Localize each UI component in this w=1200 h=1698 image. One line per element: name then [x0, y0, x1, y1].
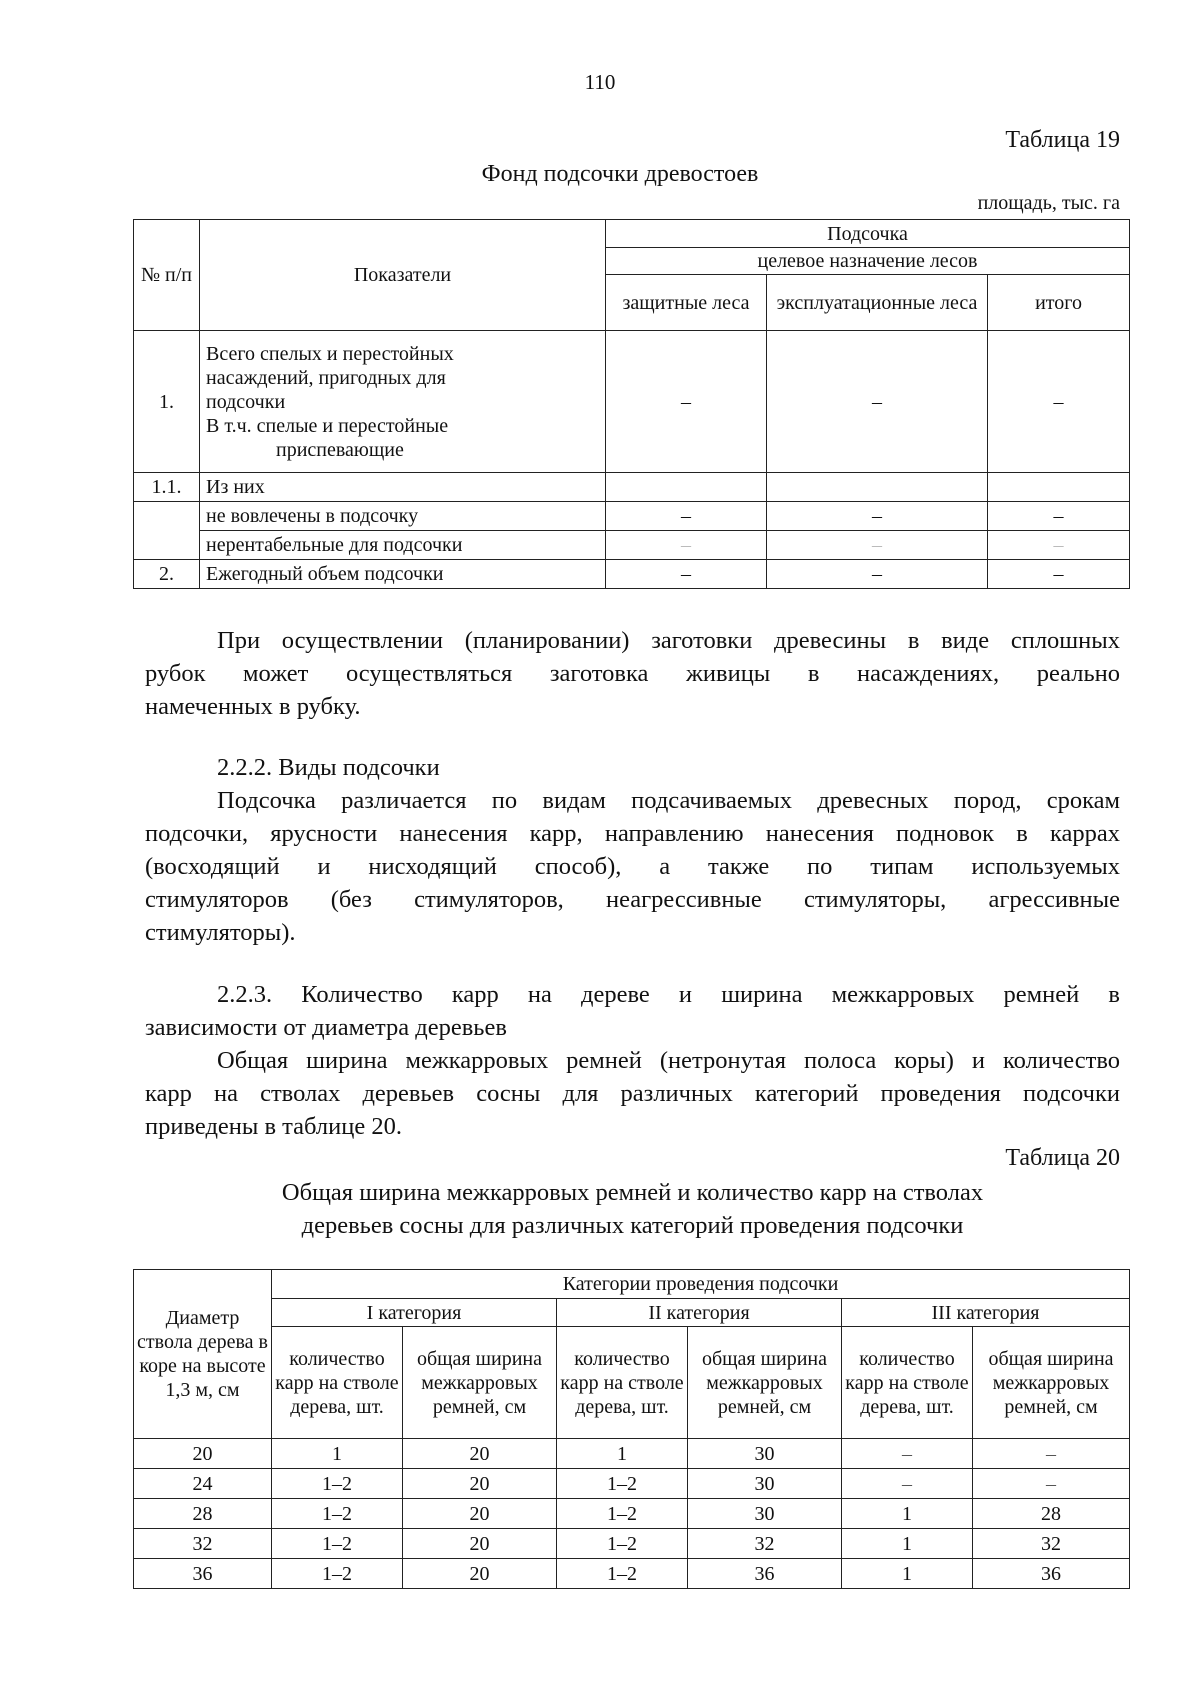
cell-total: – — [988, 331, 1130, 473]
row-text: нерентабельные для подсочки — [200, 531, 606, 560]
cell-exploitation: – — [767, 560, 988, 589]
table-row — [134, 331, 1130, 473]
cell-value: 1–2 — [557, 1559, 688, 1589]
paragraph-1 — [145, 624, 1120, 723]
paragraph-line: подсочки, ярусности нанесения карр, направлению нанесения подновок в каррах — [145, 820, 1120, 847]
row-text-line: приспевающие — [276, 438, 404, 461]
row-text: Из них — [200, 473, 606, 502]
table-19-title: Фонд подсочки древостоев — [481, 161, 759, 187]
section-2-2-3 — [145, 978, 1120, 1143]
cell-protective: – — [606, 531, 767, 560]
cell-value: 1–2 — [557, 1529, 688, 1559]
cell-value: 32 — [688, 1529, 842, 1559]
header-count: количество карр на стволе дерева, шт. — [272, 1327, 403, 1439]
table-19-caption: Таблица 19 — [1005, 127, 1120, 153]
row-num-empty — [134, 502, 200, 560]
cell-diameter: 36 — [134, 1559, 272, 1589]
table-20-title-line: Общая ширина межкарровых ремней и количество карр на стволах — [281, 1179, 984, 1206]
table-row — [134, 1439, 1130, 1469]
cell-value: 1–2 — [557, 1469, 688, 1499]
cell-diameter: 28 — [134, 1499, 272, 1529]
paragraph-line: (восходящий и нисходящий способ), а также по типам используемых — [145, 853, 1120, 880]
header-diameter: Диаметр ствола дерева в коре на высоте 1,3 м, см — [134, 1270, 272, 1439]
section-heading: 2.2.3. Количество карр на дереве и ширина межкарровых ремней в — [217, 981, 1120, 1008]
cell-value: 36 — [973, 1559, 1130, 1589]
row-text: Ежегодный объем подсочки — [200, 560, 606, 589]
cell-value: 1–2 — [272, 1469, 403, 1499]
table-row — [134, 1529, 1130, 1559]
cell-exploitation: – — [767, 531, 988, 560]
cell-protective: – — [606, 502, 767, 531]
paragraph-line: стимуляторов (без стимуляторов, неагрессивные стимуляторы, агрессивные — [145, 886, 1120, 913]
row-text-line: Всего спелых и перестойных — [206, 342, 454, 365]
cell-value: 36 — [688, 1559, 842, 1589]
paragraph-line: рубок может осуществляться заготовка живицы в насаждениях, реально — [145, 660, 1120, 687]
cell-value: – — [973, 1439, 1130, 1469]
cell-value: 20 — [403, 1469, 557, 1499]
cell-total: – — [988, 560, 1130, 589]
header-indicators: Показатели — [200, 220, 606, 331]
cell-value: 1–2 — [272, 1529, 403, 1559]
table-19-unit: площадь, тыс. га — [977, 192, 1120, 214]
table-20-caption: Таблица 20 — [1005, 1145, 1120, 1171]
cell-value: 1 — [842, 1499, 973, 1529]
table-20-title — [145, 1176, 1120, 1242]
table-20 — [133, 1269, 1130, 1589]
table-row — [134, 1469, 1130, 1499]
cell-value: 1–2 — [557, 1499, 688, 1529]
cell-value: 1 — [272, 1439, 403, 1469]
cell-empty — [988, 473, 1130, 502]
cell-diameter: 24 — [134, 1469, 272, 1499]
row-text-line: В т.ч. спелые и перестойные — [206, 414, 449, 437]
table-row — [134, 560, 1130, 589]
header-category-3: III категория — [842, 1299, 1130, 1327]
table-row — [134, 1499, 1130, 1529]
cell-value: 20 — [403, 1559, 557, 1589]
header-category-1: I категория — [272, 1299, 557, 1327]
page-number: 110 — [584, 70, 616, 94]
section-heading: зависимости от диаметра деревьев — [145, 1014, 507, 1041]
table-row — [134, 1559, 1130, 1589]
cell-total: – — [988, 531, 1130, 560]
paragraph-line: приведены в таблице 20. — [145, 1113, 402, 1140]
header-categories: Категории проведения подсочки — [272, 1270, 1130, 1299]
paragraph-line: намеченных в рубку. — [145, 693, 361, 720]
table-row — [134, 473, 1130, 502]
paragraph-line: При осуществлении (планировании) заготовки древесины в виде сплошных — [217, 627, 1120, 654]
cell-value: 1 — [842, 1559, 973, 1589]
cell-value: 1 — [557, 1439, 688, 1469]
paragraph-line: Общая ширина межкарровых ремней (нетронутая полоса коры) и количество — [217, 1047, 1120, 1074]
section-2-2-2 — [145, 751, 1120, 949]
cell-value: 30 — [688, 1499, 842, 1529]
header-category-2: II категория — [557, 1299, 842, 1327]
row-num: 1. — [134, 331, 200, 473]
cell-diameter: 32 — [134, 1529, 272, 1559]
row-num: 1.1. — [134, 473, 200, 502]
row-num: 2. — [134, 560, 200, 589]
header-width: общая ширина межкарровых ремней, см — [403, 1327, 557, 1439]
cell-value: 28 — [973, 1499, 1130, 1529]
header-count: количество карр на стволе дерева, шт. — [842, 1327, 973, 1439]
cell-value: 30 — [688, 1469, 842, 1499]
paragraph-line: Подсочка различается по видам подсачиваемых древесных пород, срокам — [217, 787, 1120, 814]
cell-protective: – — [606, 331, 767, 473]
paragraph-line: стимуляторы). — [145, 919, 296, 946]
cell-value: – — [842, 1469, 973, 1499]
table-row — [134, 531, 1130, 560]
cell-value: 32 — [973, 1529, 1130, 1559]
cell-exploitation: – — [767, 331, 988, 473]
row-text-line: насаждений, пригодных для — [206, 366, 446, 389]
paragraph-line: карр на стволах деревьев сосны для различных категорий проведения подсочки — [145, 1080, 1120, 1107]
table-row — [134, 502, 1130, 531]
row-text: не вовлечены в подсочку — [200, 502, 606, 531]
cell-value: 1–2 — [272, 1559, 403, 1589]
cell-value: 20 — [403, 1499, 557, 1529]
header-exploitation: эксплуатационные леса — [767, 275, 988, 331]
header-podsochka: Подсочка — [606, 220, 1130, 248]
cell-value: 1–2 — [272, 1499, 403, 1529]
row-text — [200, 331, 606, 473]
cell-protective: – — [606, 560, 767, 589]
header-purpose: целевое назначение лесов — [606, 248, 1130, 275]
header-width: общая ширина межкарровых ремней, см — [688, 1327, 842, 1439]
cell-empty — [767, 473, 988, 502]
cell-diameter: 20 — [134, 1439, 272, 1469]
header-width: общая ширина межкарровых ремней, см — [973, 1327, 1130, 1439]
cell-value: 30 — [688, 1439, 842, 1469]
table-19 — [133, 219, 1130, 589]
cell-exploitation: – — [767, 502, 988, 531]
section-heading: 2.2.2. Виды подсочки — [217, 754, 440, 781]
cell-value: 20 — [403, 1439, 557, 1469]
cell-value: – — [973, 1469, 1130, 1499]
header-total: итого — [988, 275, 1130, 331]
cell-value: 1 — [842, 1529, 973, 1559]
cell-empty — [606, 473, 767, 502]
row-text-line: подсочки — [206, 390, 286, 413]
cell-value: – — [842, 1439, 973, 1469]
cell-total: – — [988, 502, 1130, 531]
header-num: № п/п — [134, 220, 200, 331]
header-protective: защитные леса — [606, 275, 767, 331]
cell-value: 20 — [403, 1529, 557, 1559]
header-count: количество карр на стволе дерева, шт. — [557, 1327, 688, 1439]
table-20-title-line: деревьев сосны для различных категорий проведения подсочки — [301, 1212, 964, 1239]
